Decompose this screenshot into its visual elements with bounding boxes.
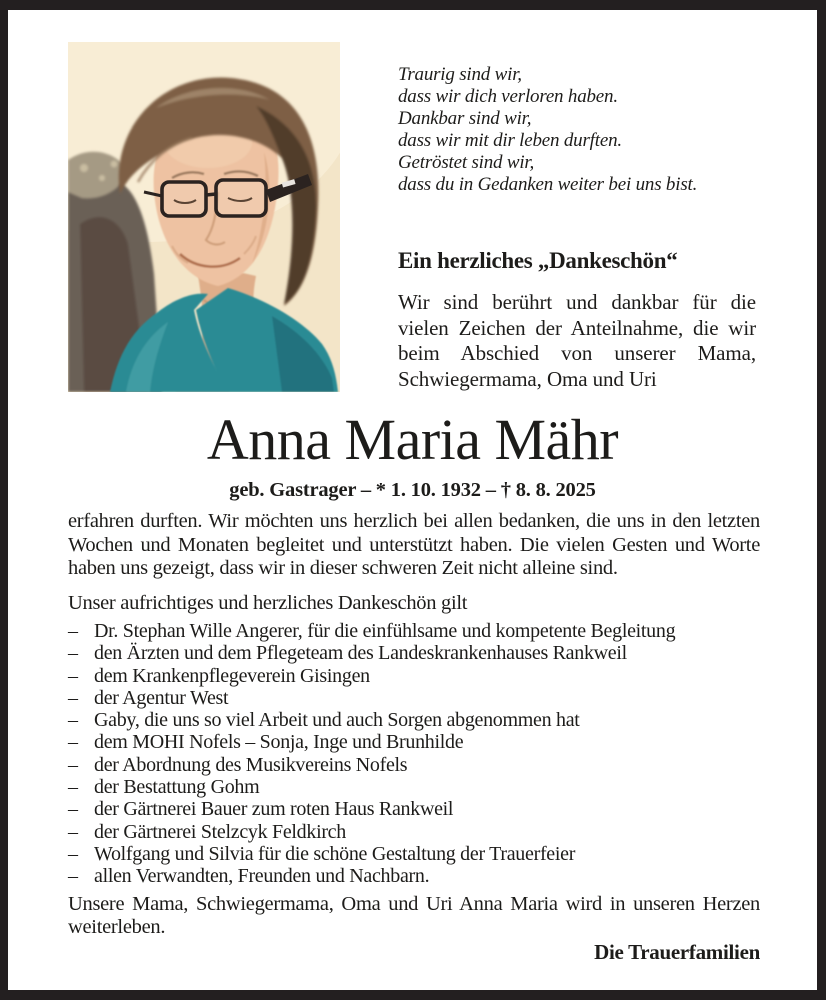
glasses-bridge [206,194,216,195]
list-dash: – [68,642,78,665]
main-text-column [68,510,760,964]
list-dash: – [68,820,78,843]
list-dash: – [68,731,78,754]
deceased-name: Anna Maria Mähr [206,407,619,472]
poem-line: Dankbar sind wir, [398,108,532,129]
thanks-list-item [68,865,760,887]
thanks-list-item [68,843,760,865]
thanks-intro: Wir sind berührt und dankbar für die vielen Zeichen der Anteilnahme, die wir beim Abschied von unserer Mama, Schwiegermama, Oma und Uri [398,290,756,391]
poem-line: dass du in Gedanken weiter bei uns bist. [398,174,698,195]
thanks-list-item-text: dem MOHI Nofels – Sonja, Inge und Brunhilde [94,731,464,754]
list-dash: – [68,686,78,709]
glasses-right-lens [216,180,266,216]
thanks-list-item-text: Dr. Stephan Wille Angerer, für die einfühlsame und kompetente Begleitung [94,620,676,642]
thanks-list-item [68,798,760,820]
thanks-list-item-text: der Abordnung des Musikvereins Nofels [94,753,408,776]
thanks-list-item-text: dem Krankenpflegeverein Gisingen [94,664,370,687]
obituary-page [8,10,817,990]
thanks-list-item [68,754,760,776]
thanks-list-item-text: Wolfgang und Silvia für die schöne Gestaltung der Trauerfeier [94,842,576,865]
poem-line: dass wir mit dir leben durften. [398,130,622,151]
thanks-paragraph: erfahren durften. Wir möchten uns herzlich bei allen bedanken, die uns in den letzten Wochen und Monaten begleitet und unterstützt haben. Die vielen Gesten und Worte haben uns gezeigt, dass wir in dieser schweren Zeit nicht alleine sind. [68,510,760,579]
poem-line: dass wir dich verloren haben. [398,86,618,107]
thanks-list-item [68,731,760,753]
thanks-heading: Ein herzliches „Dankeschön“ [398,248,678,273]
list-dash: – [68,798,78,821]
memorial-poem [398,64,756,196]
poem-line: Getröstet sind wir, [398,152,535,173]
poem-line: Traurig sind wir, [398,64,522,85]
thanks-list-item [68,665,760,687]
list-dash: – [68,842,78,865]
thanks-list-item [68,709,760,731]
pillow-speckle [80,164,88,172]
thanks-list-item [68,687,760,709]
birth-death-line: geb. Gastrager – * 1. 10. 1932 – † 8. 8. 2025 [229,479,596,501]
list-dash: – [68,664,78,687]
right-column [398,64,756,392]
thanks-list-item-text: den Ärzten und dem Pflegeteam des Landeskrankenhauses Rankweil [94,642,627,665]
signature: Die Trauerfamilien [594,939,760,964]
thanks-list-item-text: der Gärtnerei Stelzcyk Feldkirch [94,820,346,843]
thanks-list-intro: Unser aufrichtiges und herzliches Dankeschön gilt [68,591,468,614]
closing-paragraph: Unsere Mama, Schwiegermama, Oma und Uri Anna Maria wird in unseren Herzen weiterleben. [68,892,760,939]
thanks-list-item [68,620,760,642]
list-dash: – [68,620,78,642]
glasses-left-lens [162,182,206,216]
thanks-list-item [68,821,760,843]
thanks-list-item-text: der Gärtnerei Bauer zum roten Haus Rankweil [94,798,454,821]
thanks-list-item-text: der Bestattung Gohm [94,776,260,799]
thanks-list [68,620,760,888]
pillow-speckle [111,161,118,168]
list-dash: – [68,753,78,776]
thanks-list-item-text: der Agentur West [94,686,229,709]
thanks-list-item [68,642,760,664]
portrait-photo [68,42,340,392]
list-dash: – [68,776,78,799]
thanks-list-item-text: Gaby, die uns so viel Arbeit und auch Sorgen abgenommen hat [94,709,580,732]
thanks-list-item-text: allen Verwandten, Freunden und Nachbarn. [94,865,430,888]
thanks-list-item [68,776,760,798]
pillow-speckle [99,175,105,181]
list-dash: – [68,865,78,888]
list-dash: – [68,709,78,732]
